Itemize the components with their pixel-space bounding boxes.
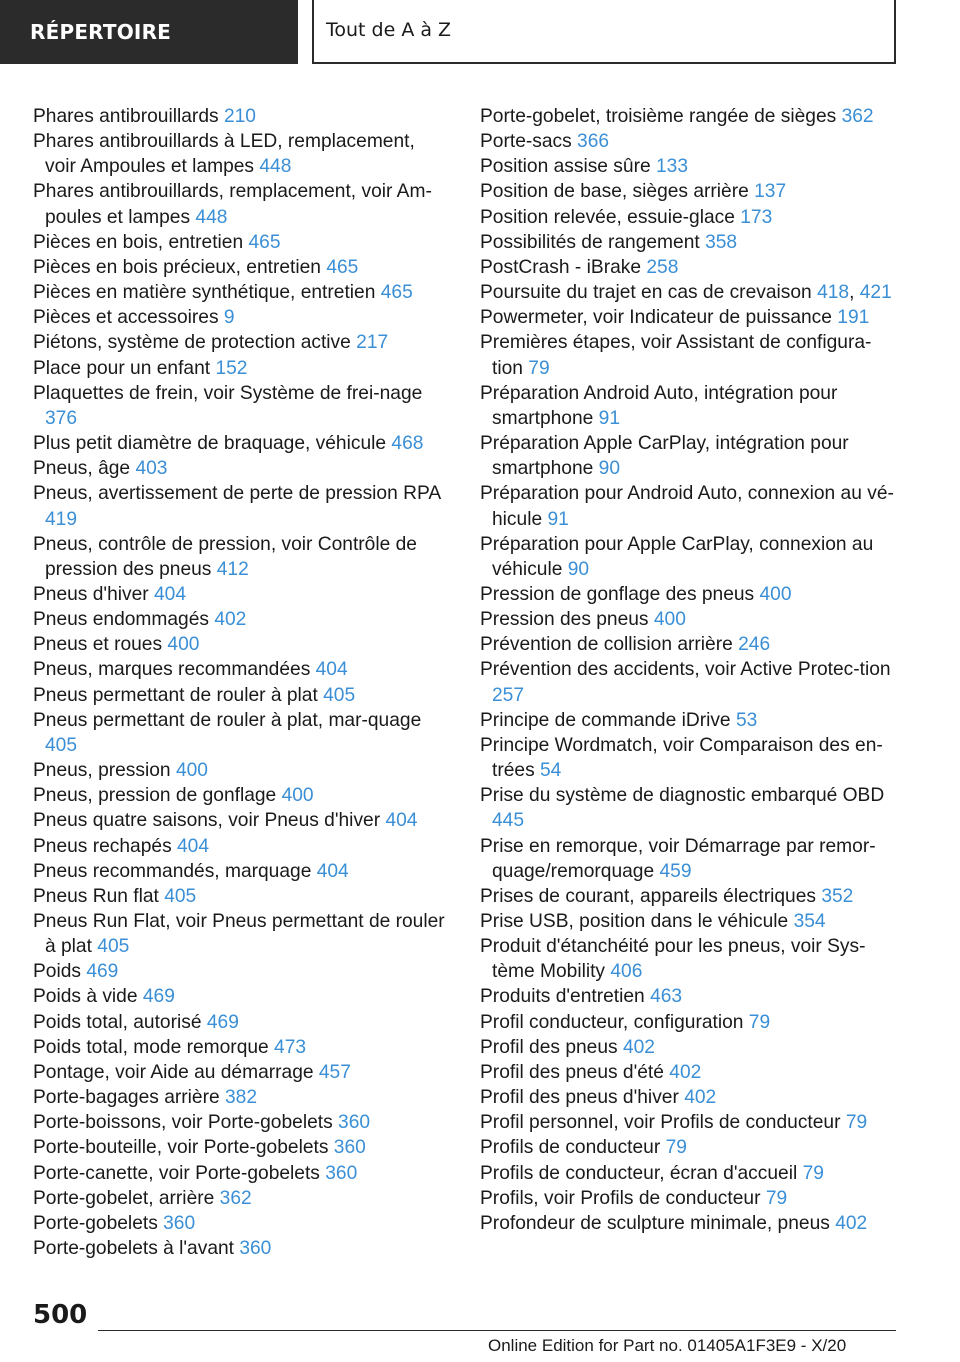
page-reference-link[interactable]: 137 [754, 181, 787, 203]
page-reference-link[interactable]: 79 [665, 1137, 687, 1159]
index-entry-label: Plus petit diamètre de braquage, véhicule [33, 433, 387, 455]
page-reference-link[interactable]: 246 [738, 634, 771, 656]
index-entry [480, 733, 900, 783]
page-reference-link[interactable]: 445 [492, 810, 525, 832]
index-entry [480, 1110, 900, 1135]
index-entry-label: Produit d'étanchéité pour les pneus, voir Sys‐tème Mobility [480, 936, 866, 983]
page-reference-link[interactable]: 404 [385, 810, 418, 832]
index-entry [33, 255, 451, 280]
page-reference-link[interactable]: 457 [318, 1061, 351, 1083]
index-entry-label: Premières étapes, voir Assistant de configura‐tion [480, 332, 872, 379]
page-reference-link[interactable]: 406 [610, 961, 643, 983]
index-entry [33, 607, 451, 632]
index-entry-label: Phares antibrouillards [33, 106, 219, 127]
footer-edition-text: Online Edition for Part no. 01405A1F3E9 - X/20 [488, 1336, 847, 1355]
page-reference-link[interactable]: 173 [740, 206, 773, 228]
index-entry-label: Profil des pneus d'été [480, 1061, 664, 1083]
page-reference-link[interactable]: 412 [216, 558, 249, 580]
index-entry [480, 154, 900, 179]
page-reference-link[interactable]: 402 [622, 1036, 655, 1058]
page-reference-link[interactable]: 400 [653, 609, 686, 631]
index-entry [33, 1110, 451, 1135]
index-entry-label: Pontage, voir Aide au démarrage [33, 1061, 314, 1083]
index-entry [480, 532, 900, 582]
index-entry [33, 1035, 451, 1060]
page-reference-link[interactable]: 79 [528, 357, 550, 379]
index-entry-label: Prévention de collision arrière [480, 634, 733, 656]
page-reference-link[interactable]: 405 [323, 684, 356, 706]
index-entry-label: Porte-gobelet, arrière [33, 1187, 215, 1209]
index-entry [33, 1211, 451, 1236]
index-entry [33, 1236, 451, 1261]
index-entry-label: Profil conducteur, configuration [480, 1011, 744, 1033]
page-reference-link[interactable]: 463 [650, 986, 683, 1008]
index-entry-label: Profondeur de sculpture minimale, pneus [480, 1212, 830, 1234]
index-entry-label: Pneus, contrôle de pression, voir Contrôle de pression des pneus [33, 533, 417, 580]
index-entry [33, 305, 451, 330]
index-entry-label: Possibilités de rangement [480, 231, 700, 253]
page-reference-link[interactable]: 404 [154, 583, 187, 605]
page-reference-link[interactable]: 448 [195, 206, 228, 228]
page-reference-link[interactable]: 352 [821, 885, 854, 907]
index-entry-label: Position relevée, essuie-glace [480, 206, 735, 228]
index-entry [33, 959, 451, 984]
index-entry [480, 783, 900, 833]
page-reference-link[interactable]: 360 [325, 1162, 358, 1184]
index-entry-label: Profil des pneus [480, 1036, 618, 1058]
page-reference-link[interactable]: 354 [793, 911, 826, 932]
index-entry-label: Pneus, marques recommandées [33, 659, 311, 681]
index-entry [480, 1035, 900, 1060]
index-entry-label: Préparation Android Auto, intégration pour smartphone [480, 382, 838, 429]
page-reference-link[interactable]: 400 [759, 583, 792, 605]
index-entry-label: Phares antibrouillards, remplacement, voir Am‐poules et lampes [33, 181, 432, 228]
index-entry [33, 909, 451, 959]
index-entry-label: Prise du système de diagnostic embarqué OBD [480, 785, 885, 807]
page-reference-link[interactable]: 79 [748, 1011, 771, 1033]
index-entry [480, 582, 900, 607]
index-entry-label: Pièces et accessoires [33, 307, 219, 329]
index-entry-label: Place pour un enfant [33, 357, 211, 379]
page-reference-link[interactable]: 421 [859, 282, 892, 304]
index-entry [33, 280, 451, 305]
page-reference-link[interactable]: 133 [655, 156, 688, 178]
index-entry-label: Pression des pneus [480, 609, 649, 631]
index-entry-label: Pièces en bois précieux, entretien [33, 256, 321, 278]
page-reference-link[interactable]: 366 [577, 131, 610, 153]
index-entry-label: Profils, voir Profils de conducteur [480, 1187, 761, 1209]
index-entry [33, 1010, 451, 1035]
index-entry-label: Position de base, sièges arrière [480, 181, 749, 203]
page-reference-link[interactable]: 468 [391, 433, 424, 455]
page-reference-link[interactable]: 469 [206, 1011, 239, 1033]
index-entry [33, 1135, 451, 1160]
index-entry-label: Pneus, pression [33, 760, 171, 782]
index-entry [33, 431, 451, 456]
page-reference-link[interactable]: 360 [163, 1212, 196, 1234]
page-reference-link[interactable]: 91 [547, 508, 569, 530]
index-entry [480, 205, 900, 230]
page-reference-link[interactable]: 402 [669, 1061, 702, 1083]
page-reference-link[interactable]: 90 [567, 558, 590, 580]
index-entry [480, 884, 900, 909]
index-entry-label: Pneus permettant de rouler à plat, mar‐quage [33, 709, 422, 731]
index-entry [33, 632, 451, 657]
index-entry [33, 532, 451, 582]
page-reference-link[interactable]: 465 [326, 256, 359, 278]
index-entry-label: Principe Wordmatch, voir Comparaison des en‐trées [480, 734, 883, 782]
index-entry [480, 1010, 900, 1035]
index-entry-label: Profil des pneus d'hiver [480, 1087, 679, 1109]
index-entry-label: Position assise sûre [480, 156, 651, 178]
index-entry-label: Porte-gobelet, troisième rangée de sièges [480, 106, 837, 127]
index-entry-label: Pièces en bois, entretien [33, 231, 244, 253]
index-entry-label: Poursuite du trajet en cas de crevaison [480, 282, 812, 304]
index-entry [480, 330, 900, 380]
index-entry [480, 1135, 900, 1160]
index-entry-label: Pression de gonflage des pneus [480, 583, 755, 605]
index-entry [33, 1186, 451, 1211]
page-reference-link[interactable]: 465 [380, 282, 413, 304]
page-reference-link[interactable]: 404 [177, 835, 210, 857]
index-entry-label: Pneus d'hiver [33, 583, 149, 605]
index-entry-label: Pneus, pression de gonflage [33, 785, 277, 807]
page-reference-link[interactable]: 360 [338, 1112, 371, 1134]
index-entry-label: Plaquettes de frein, voir Système de frei‐nage [33, 382, 423, 404]
index-entry [480, 657, 900, 707]
index-entry [33, 834, 451, 859]
page-reference-link[interactable]: 402 [214, 609, 247, 631]
index-entry-label: Phares antibrouillards à LED, remplacement, voir Ampoules et lampes [33, 131, 415, 178]
index-entry [480, 1186, 900, 1211]
index-entry-label: Pneus et roues [33, 634, 163, 656]
index-entry-label: Pneus quatre saisons, voir Pneus d'hiver [33, 810, 381, 832]
index-entry [480, 381, 900, 431]
page-reference-link[interactable]: 402 [835, 1212, 868, 1234]
index-entry [480, 1085, 900, 1110]
page-reference-link[interactable]: 53 [735, 709, 758, 731]
page-reference-link[interactable]: 469 [86, 961, 119, 983]
index-column-right [480, 104, 900, 1236]
index-entry-label: Prise en remorque, voir Démarrage par remor‐quage/remorquage [480, 835, 876, 882]
index-entry [33, 783, 451, 808]
index-entry-label: Porte-bouteille, voir Porte-gobelets [33, 1137, 329, 1159]
index-entry [480, 481, 900, 531]
page-reference-link[interactable]: 362 [219, 1187, 252, 1209]
page-reference-link[interactable]: 459 [659, 860, 692, 882]
page-number: 500 [33, 1300, 88, 1330]
index-entry-label: PostCrash - iBrake [480, 256, 642, 278]
page-reference-link[interactable]: 9 [223, 307, 235, 329]
index-entry [480, 305, 900, 330]
index-entry-label: Porte-sacs [480, 131, 572, 153]
page-reference-link[interactable]: 360 [333, 1137, 366, 1159]
index-entry [33, 582, 451, 607]
index-entry-label: Préparation Apple CarPlay, intégration pour smartphone [480, 433, 849, 480]
index-entry-label: Pneus Run flat [33, 885, 159, 907]
index-entry-label: Pneus Run Flat, voir Pneus permettant de rouler à plat [33, 911, 445, 958]
index-entry-label: Profil personnel, voir Profils de conducteur [480, 1112, 841, 1134]
index-entry-label: Powermeter, voir Indicateur de puissance [480, 307, 832, 329]
index-entry-label: Poids total, mode remorque [33, 1036, 269, 1058]
page-reference-link[interactable]: 405 [45, 734, 78, 756]
index-entry-label: Prévention des accidents, voir Active Protec‐tion [480, 659, 891, 681]
page-reference-link[interactable]: 402 [684, 1087, 717, 1109]
index-entry-label: Préparation pour Apple CarPlay, connexion au véhicule [480, 533, 874, 580]
index-entry [33, 330, 451, 355]
section-tab: RÉPERTOIRE [0, 0, 298, 64]
index-entry-label: Porte-gobelets à l'avant [33, 1238, 234, 1260]
index-entry [33, 808, 451, 833]
index-entry [480, 607, 900, 632]
index-entry-label: Pneus, avertissement de perte de pression RPA [33, 483, 441, 505]
index-entry [33, 708, 451, 758]
page-reference-link[interactable]: 473 [274, 1036, 307, 1058]
index-entry-label: Poids à vide [33, 986, 138, 1008]
page-reference-link[interactable]: 403 [135, 458, 168, 480]
page-reference-link[interactable]: 191 [837, 307, 870, 329]
index-entry-label: Prises de courant, appareils électriques [480, 885, 816, 907]
index-entry-label: Pneus, âge [33, 458, 131, 480]
index-entry [480, 1211, 900, 1236]
index-entry: Poursuite du trajet en cas de crevaison 418, 421 [480, 282, 892, 304]
index-entry [480, 431, 900, 481]
index-entry [480, 179, 900, 204]
page-reference-link[interactable]: 210 [223, 106, 256, 127]
index-entry [33, 179, 451, 229]
index-entry [480, 255, 900, 280]
index-entry [480, 129, 900, 154]
index-entry [33, 381, 451, 431]
page-reference-link[interactable]: 360 [239, 1238, 272, 1260]
index-entry [33, 884, 451, 909]
page-reference-link[interactable]: 400 [167, 634, 200, 656]
page-reference-link[interactable]: 382 [225, 1087, 258, 1109]
index-column-left [33, 104, 451, 1261]
index-entry-label: Pneus recommandés, marquage [33, 860, 312, 882]
page-reference-link[interactable]: 469 [142, 986, 175, 1008]
index-entry [480, 1060, 900, 1085]
index-entry-label: Poids [33, 961, 81, 983]
page-reference-link[interactable]: 376 [45, 407, 78, 429]
page-reference-link[interactable]: 217 [356, 332, 389, 354]
page-reference-link[interactable]: 448 [259, 156, 292, 178]
page-reference-link[interactable]: 79 [765, 1187, 788, 1209]
index-entry [33, 356, 451, 381]
page-reference-link[interactable]: 405 [97, 936, 130, 958]
index-entry-label: Prise USB, position dans le véhicule [480, 911, 789, 932]
index-entry-label: Pneus permettant de rouler à plat [33, 684, 318, 706]
page-reference-link[interactable]: 257 [492, 684, 525, 706]
index-entry [480, 230, 900, 255]
index-entry-label: Piétons, système de protection active [33, 332, 351, 354]
index-entry-label: Porte-bagages arrière [33, 1087, 220, 1109]
index-entry [480, 934, 900, 984]
page-reference-link[interactable]: 418 [817, 282, 850, 304]
index-entry [33, 657, 451, 682]
index-entry [480, 1161, 900, 1186]
index-entry [33, 456, 451, 481]
index-entry [33, 481, 451, 531]
index-entry [480, 632, 900, 657]
index-entry-label: Porte-canette, voir Porte-gobelets [33, 1162, 320, 1184]
page-reference-link[interactable]: 405 [164, 885, 197, 907]
index-entry [33, 129, 451, 179]
page-reference-link[interactable]: 400 [281, 785, 314, 807]
page-reference-link[interactable]: 404 [315, 659, 348, 681]
page-reference-link[interactable]: 258 [646, 256, 679, 278]
page-reference-link[interactable]: 419 [45, 508, 78, 530]
index-entry-label: Profils de conducteur [480, 1137, 661, 1159]
page-reference-link[interactable]: 79 [802, 1162, 824, 1184]
index-entry [33, 230, 451, 255]
index-entry [33, 683, 451, 708]
index-entry [480, 104, 900, 129]
page-reference-link[interactable]: 400 [175, 760, 208, 782]
index-entry-label: Pneus rechapés [33, 835, 172, 857]
index-entry-label: Principe de commande iDrive [480, 709, 731, 731]
page-reference-link[interactable]: 152 [215, 357, 248, 379]
index-entry-label: Profils de conducteur, écran d'accueil [480, 1162, 798, 1184]
index-entry-label: Préparation pour Android Auto, connexion au vé‐hicule [480, 483, 894, 530]
index-entry [480, 984, 900, 1009]
index-entry-label: Pneus endommagés [33, 609, 209, 631]
index-entry [480, 909, 900, 934]
page-reference-link[interactable]: 90 [598, 458, 621, 480]
index-entry [33, 859, 451, 884]
index-entry [480, 834, 900, 884]
page-reference-link[interactable]: 404 [316, 860, 349, 882]
index-entry-label: Porte-gobelets [33, 1212, 158, 1234]
page-reference-link[interactable]: 358 [705, 231, 738, 253]
breadcrumb: Tout de A à Z [312, 0, 896, 64]
index-entry [480, 708, 900, 733]
index-entry-label: Produits d'entretien [480, 986, 645, 1008]
index-entry [33, 1161, 451, 1186]
footer-divider [98, 1330, 896, 1331]
page-reference-link[interactable]: 91 [598, 407, 621, 429]
index-entry [33, 104, 451, 129]
index-entry [33, 1060, 451, 1085]
index-entry [33, 758, 451, 783]
page-reference-link[interactable]: 465 [248, 231, 281, 253]
index-entry-label: Porte-boissons, voir Porte-gobelets [33, 1112, 333, 1134]
page-reference-link[interactable]: 79 [845, 1112, 868, 1134]
index-entry-label: Pièces en matière synthétique, entretien [33, 282, 376, 304]
index-entry [33, 984, 451, 1009]
page-reference-link[interactable]: 54 [540, 760, 562, 782]
index-entry [33, 1085, 451, 1110]
index-entry-label: Poids total, autorisé [33, 1011, 202, 1033]
page-reference-link[interactable]: 362 [841, 106, 874, 127]
